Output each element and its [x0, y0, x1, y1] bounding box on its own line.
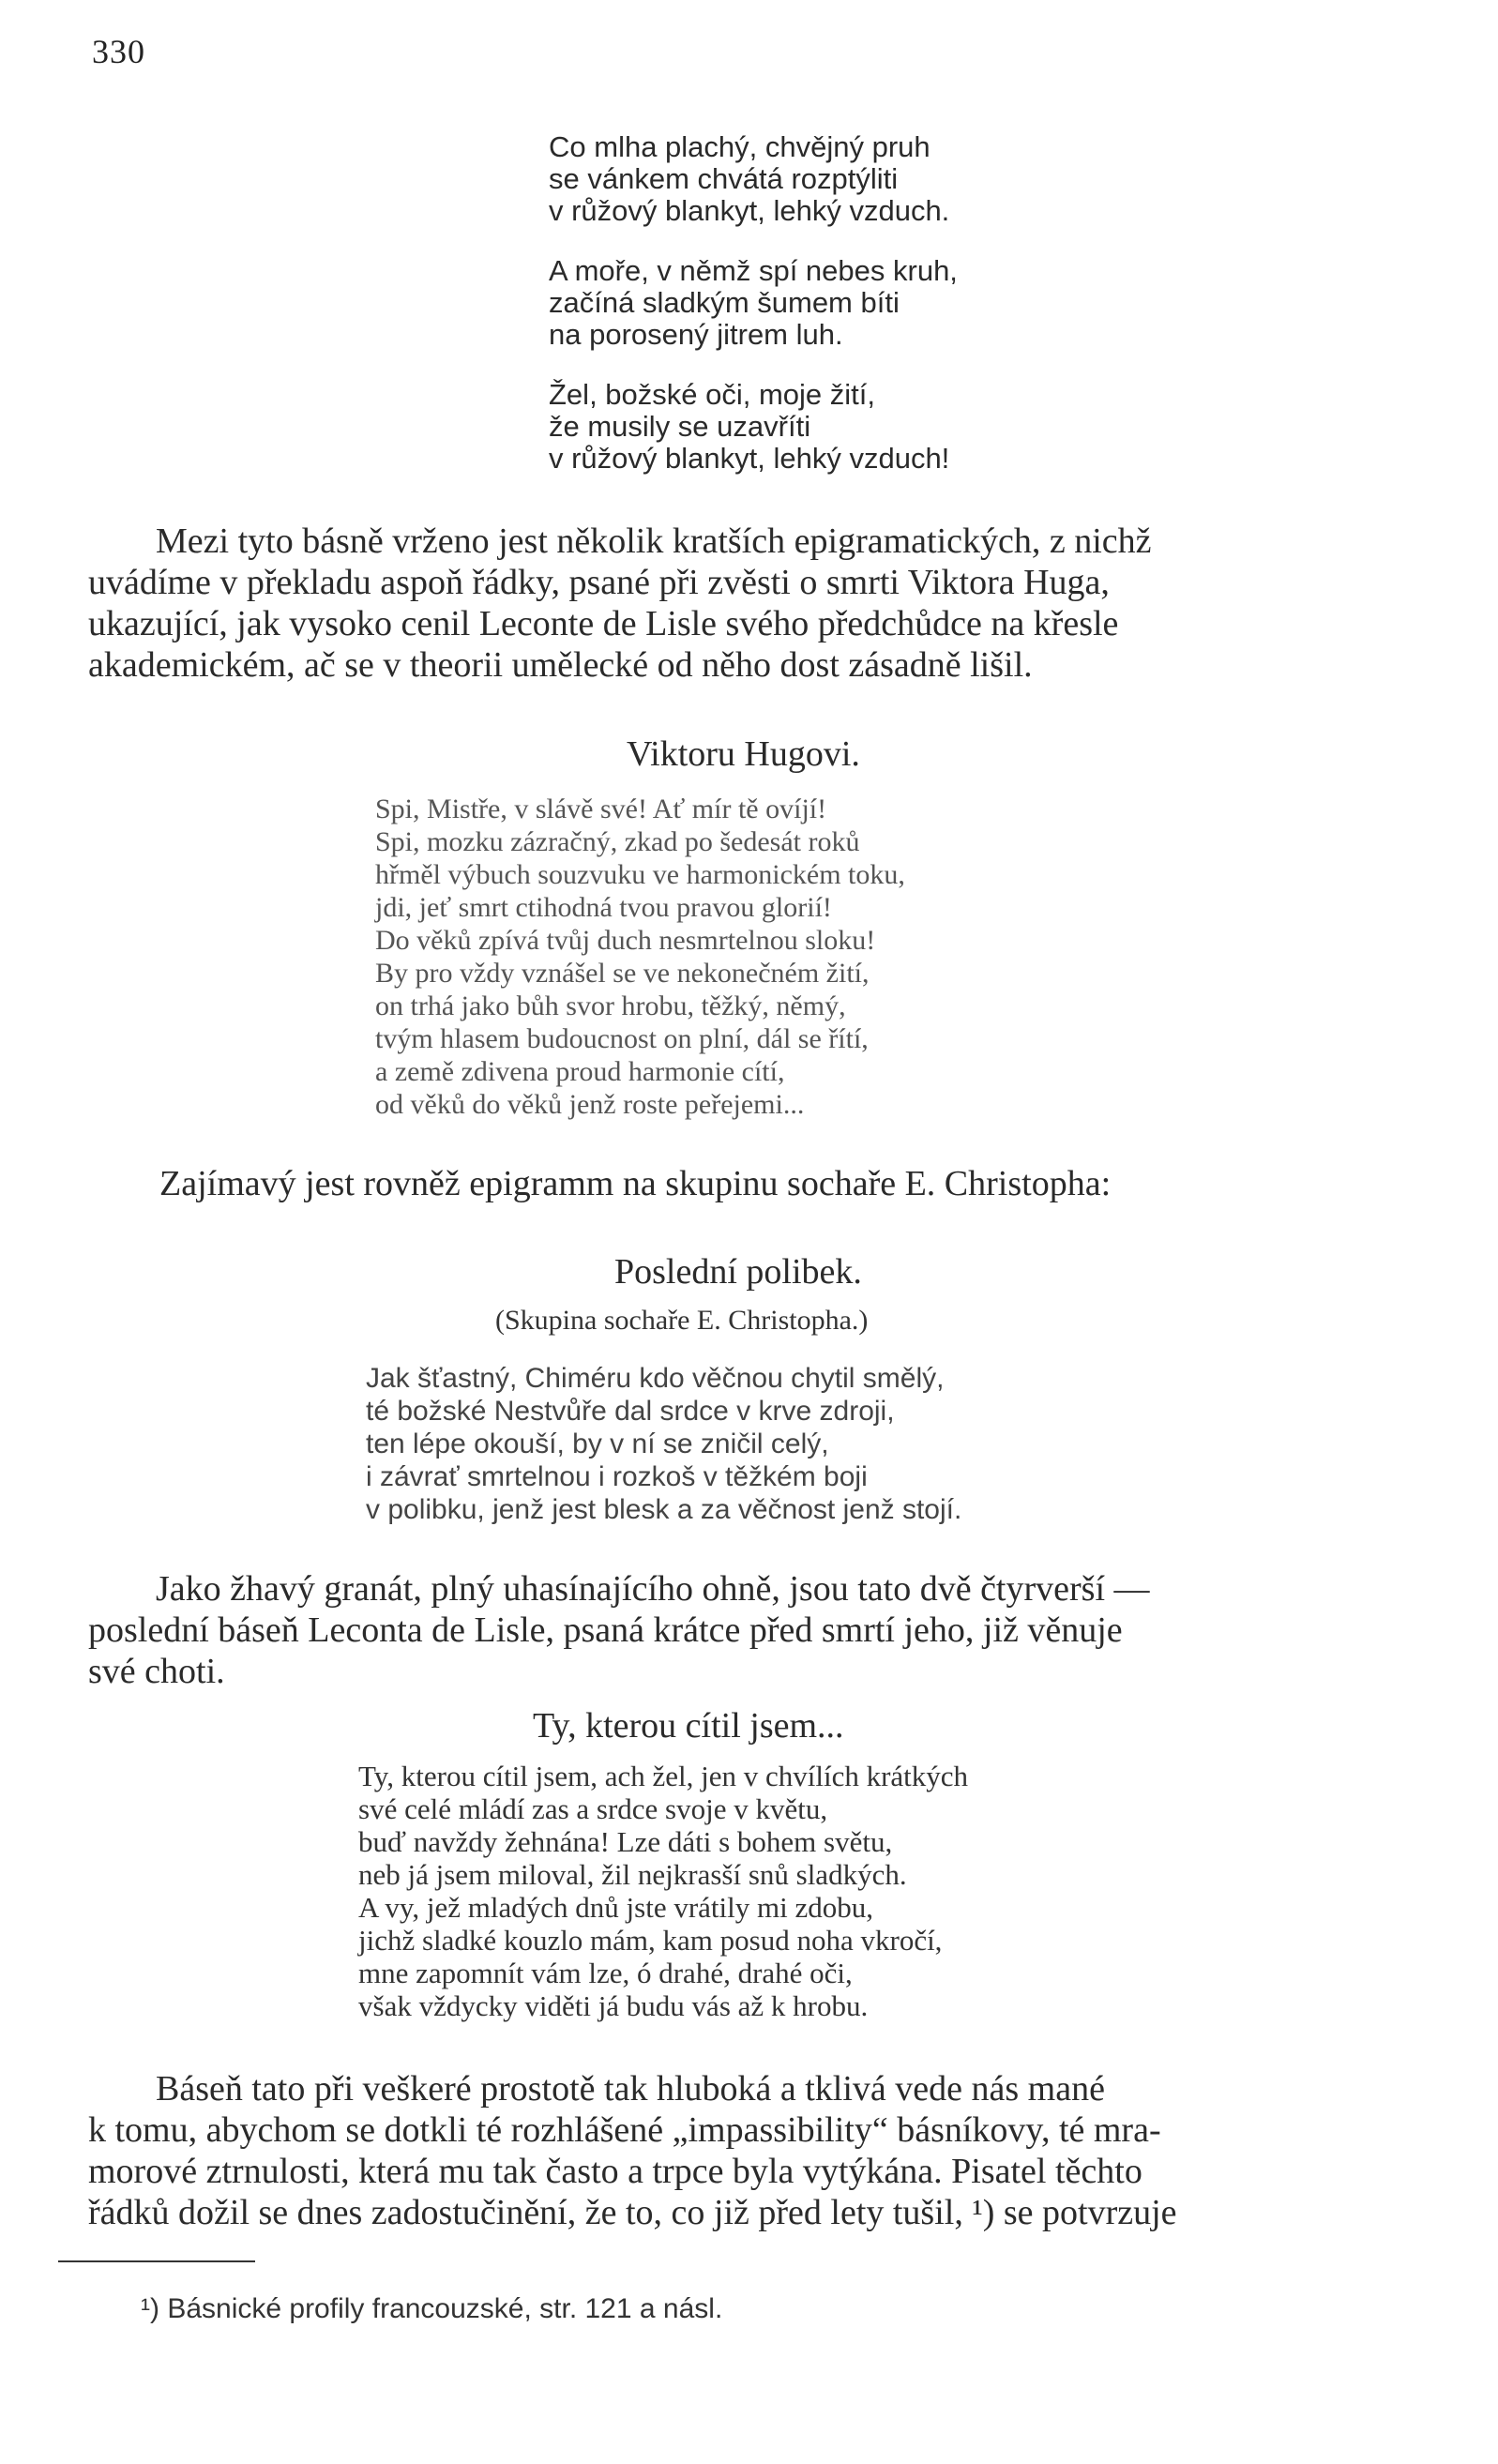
prose-line: řádků dožil se dnes zadostučinění, že to, co již před lety tušil, ¹) se potvrzuje	[88, 2193, 1177, 2232]
poem-line: začíná sladkým šumem bíti	[549, 286, 900, 319]
poem-line: hřměl výbuch souzvuku ve harmonickém toku,	[375, 859, 905, 890]
poem-line: Spi, mozku zázračný, zkad po šedesát roků	[375, 826, 860, 857]
poem-line: ten lépe okouší, by v ní se zničil celý,	[366, 1429, 829, 1459]
poem-line: a země zdivena proud harmonie cítí,	[375, 1056, 785, 1087]
prose-line: Mezi tyto básně vrženo jest několik kratších epigramatických, z nichž	[156, 522, 1152, 561]
poem-line: v růžový blankyt, lehký vzduch!	[549, 442, 950, 475]
poem-line: na porosený jitrem luh.	[549, 318, 843, 351]
poem-line: Spi, Mistře, v slávě své! Ať mír tě ovíjí!	[375, 794, 827, 824]
poem-line: on trhá jako bůh svor hrobu, těžký, němý,	[375, 990, 846, 1021]
poem-posledni-polibek	[366, 1362, 961, 1526]
poem-line: By pro vždy vznášel se ve nekonečném žití,	[375, 958, 870, 989]
poem-title: Ty, kterou cítil jsem...	[533, 1706, 844, 1746]
poem-stanza	[549, 255, 958, 351]
poem-line: té božské Nestvůře dal srdce v krve zdroji,	[366, 1396, 895, 1427]
prose-line: morové ztrnulosti, která mu tak často a trpce byla vytýkána. Pisatel těchto	[88, 2152, 1142, 2191]
prose-line: k tomu, abychom se dotkli té rozhlášené „impassibility“ básníkovy, té mra-	[88, 2110, 1161, 2150]
poem-line: buď navždy žehnána! Lze dáti s bohem světu,	[358, 1825, 893, 1858]
poem-line: Do věků zpívá tvůj duch nesmrtelnou sloku!	[375, 925, 876, 956]
prose-line: Zajímavý jest rovněž epigramm na skupinu sochaře E. Christopha:	[159, 1164, 1112, 1203]
poem-line: Jak šťastný, Chiméru kdo věčnou chytil smělý,	[366, 1363, 945, 1394]
prose-paragraph	[159, 1163, 1369, 1204]
poem-line: Žel, božské oči, moje žití,	[549, 378, 876, 411]
page-number: 330	[92, 33, 145, 70]
prose-paragraph	[88, 2068, 1420, 2233]
prose-line: poslední báseň Leconta de Lisle, psaná krátce před smrtí jeho, již věnuje	[88, 1610, 1123, 1650]
poem-line: neb já jsem miloval, žil nejkrasší snů sladkých.	[358, 1858, 907, 1891]
poem-line: tvým hlasem budoucnost on plní, dál se řítí,	[375, 1023, 869, 1054]
poem-line: A moře, v němž spí nebes kruh,	[549, 254, 958, 287]
prose-line: své choti.	[88, 1652, 225, 1691]
poem-stanza	[549, 131, 958, 227]
poem-ty-kterou-citil-jsem	[358, 1760, 968, 2022]
poem-line: i závrať smrtelnou i rozkoš v těžkém boji	[366, 1461, 868, 1492]
poem-viktoru-hugovi	[375, 793, 905, 1121]
poem-line: své celé mládí zas a srdce svoje v květu,	[358, 1792, 828, 1825]
poem-line: že musily se uzavříti	[549, 410, 811, 443]
poem-line: Ty, kterou cítil jsem, ach žel, jen v chvílích krátkých	[358, 1760, 969, 1792]
poem-title: Poslední polibek.	[614, 1252, 862, 1292]
footnote-divider	[58, 2260, 255, 2262]
prose-line: ukazující, jak vysoko cenil Leconte de Lisle svého předchůdce na křesle	[88, 604, 1119, 643]
poem-line: však vždycky viděti já budu vás až k hrobu.	[358, 1989, 869, 2022]
prose-line: Báseň tato při veškeré prostotě tak hluboká a tklivá vede nás mané	[156, 2069, 1105, 2109]
poem-line: se vánkem chvátá rozptýliti	[549, 162, 899, 195]
poem-line: v polibku, jenž jest blesk a za věčnost jenž stojí.	[366, 1494, 962, 1525]
poem-line: mne zapomnít vám lze, ó drahé, drahé oči,	[358, 1957, 853, 1989]
prose-line: akademickém, ač se v theorii umělecké od něho dost zásadně lišil.	[88, 645, 1033, 685]
poem-line: jdi, jeť smrt ctihodná tvou pravou glorií!	[375, 892, 832, 923]
prose-line: uvádíme v překladu aspoň řádky, psané při zvěsti o smrti Viktora Huga,	[88, 563, 1110, 602]
poem-opening	[549, 131, 958, 475]
poem-subtitle: (Skupina sochaře E. Christopha.)	[495, 1305, 869, 1336]
poem-line: jichž sladké kouzlo mám, kam posud noha vkročí,	[358, 1924, 943, 1957]
prose-line: Jako žhavý granát, plný uhasínajícího ohně, jsou tato dvě čtyrverší —	[156, 1569, 1150, 1609]
poem-line: v růžový blankyt, lehký vzduch.	[549, 194, 950, 227]
poem-line: od věků do věků jenž roste peřejemi...	[375, 1089, 805, 1120]
prose-paragraph	[88, 1568, 1420, 1692]
footnote: ¹) Básnické profily francouzské, str. 121 a násl.	[141, 2293, 723, 2324]
poem-line: A vy, jež mladých dnů jste vrátily mi zdobu,	[358, 1891, 873, 1924]
poem-stanza	[549, 379, 958, 475]
poem-line: Co mlha plachý, chvějný pruh	[549, 130, 931, 163]
poem-title: Viktoru Hugovi.	[627, 734, 860, 774]
prose-paragraph	[88, 521, 1420, 686]
